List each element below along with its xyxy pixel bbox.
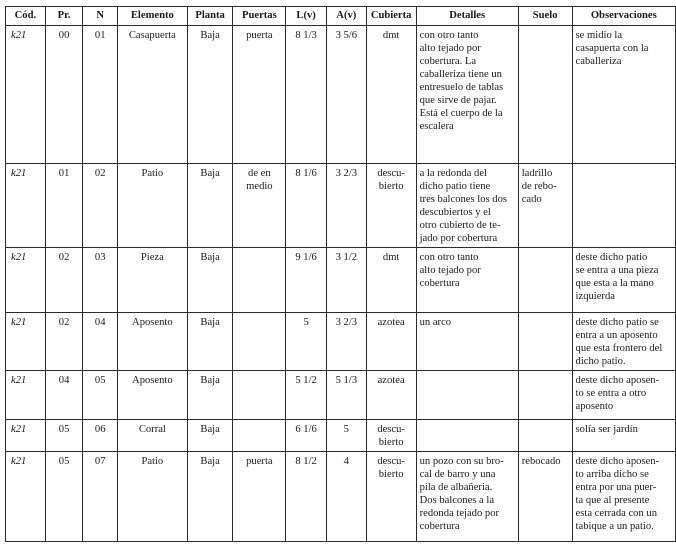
column-header-elemento: Elemento: [118, 7, 188, 26]
cell-elemento: Aposento: [118, 371, 188, 420]
cell-cubierta: descu- bierto: [366, 420, 416, 452]
column-header-detalles: Detalles: [416, 7, 518, 26]
cell-puertas: puerta: [233, 26, 286, 164]
cell-codigo: k21: [6, 248, 46, 313]
cell-numero: 04: [83, 313, 118, 371]
cell-planta: Baja: [187, 371, 233, 420]
column-header-codigo: Cód.: [6, 7, 46, 26]
cell-detalles: a la redonda del dicho patio tiene tres balcones los dos descubiertos y el otro cubierto de te- jado por cobertura: [416, 164, 518, 248]
cell-elemento: Patio: [118, 164, 188, 248]
cell-cubierta: dmt: [366, 26, 416, 164]
cell-planta: Baja: [187, 164, 233, 248]
cell-numero: 01: [83, 26, 118, 164]
cell-detalles: [416, 420, 518, 452]
cell-planta-numero: 00: [45, 26, 83, 164]
cell-planta-numero: 05: [45, 420, 83, 452]
cell-ancho: 3 2/3: [326, 164, 366, 248]
cell-codigo: k21: [6, 371, 46, 420]
column-header-largo: L(v): [286, 7, 327, 26]
cell-ancho: 3 1/2: [326, 248, 366, 313]
table-row: [6, 248, 676, 313]
cell-numero: 03: [83, 248, 118, 313]
cell-elemento: Casapuerta: [118, 26, 188, 164]
cell-puertas: [233, 371, 286, 420]
column-header-planta-numero: Pr.: [45, 7, 83, 26]
cell-suelo: [518, 248, 572, 313]
cell-largo: 8 1/2: [286, 452, 327, 542]
cell-largo: 9 1/6: [286, 248, 327, 313]
cell-largo: 5: [286, 313, 327, 371]
cell-ancho: 4: [326, 452, 366, 542]
cell-planta: Baja: [187, 26, 233, 164]
cell-puertas: [233, 248, 286, 313]
table-row: [6, 371, 676, 420]
cell-suelo: [518, 26, 572, 164]
column-header-cubierta: Cubierta: [366, 7, 416, 26]
cell-numero: 02: [83, 164, 118, 248]
cell-observaciones: [572, 164, 675, 248]
cell-planta-numero: 01: [45, 164, 83, 248]
cell-planta-numero: 04: [45, 371, 83, 420]
cell-elemento: Corral: [118, 420, 188, 452]
cell-observaciones: deste dicho patio se entra a un aposento que esta frontero del dicho patio.: [572, 313, 675, 371]
cell-ancho: 5: [326, 420, 366, 452]
column-header-planta: Planta: [187, 7, 233, 26]
cell-planta-numero: 05: [45, 452, 83, 542]
cell-cubierta: azotea: [366, 371, 416, 420]
cell-planta-numero: 02: [45, 248, 83, 313]
cell-ancho: 3 2/3: [326, 313, 366, 371]
cell-puertas: de en medio: [233, 164, 286, 248]
cell-detalles: un pozo con su bro- cal de barro y una pila de albañeria. Dos balcones a la redonda tejado por cobertura: [416, 452, 518, 542]
cell-planta: Baja: [187, 248, 233, 313]
cell-detalles: con otro tanto alto tejado por cobertura: [416, 248, 518, 313]
cell-puertas: [233, 313, 286, 371]
cell-puertas: puerta: [233, 452, 286, 542]
cell-codigo: k21: [6, 164, 46, 248]
cell-largo: 6 1/6: [286, 420, 327, 452]
cell-planta: Baja: [187, 420, 233, 452]
cell-numero: 07: [83, 452, 118, 542]
cell-largo: 5 1/2: [286, 371, 327, 420]
cell-suelo: [518, 420, 572, 452]
cell-largo: 8 1/6: [286, 164, 327, 248]
cell-elemento: Pieza: [118, 248, 188, 313]
table-row: [6, 420, 676, 452]
cell-puertas: [233, 420, 286, 452]
cell-cubierta: descu- bierto: [366, 164, 416, 248]
cell-numero: 06: [83, 420, 118, 452]
cell-numero: 05: [83, 371, 118, 420]
cell-planta-numero: 02: [45, 313, 83, 371]
cell-detalles: con otro tanto alto tejado por cobertura. La caballeriza tiene un entresuelo de tablas que sirve de pajar. Está el cuerpo de la escalera: [416, 26, 518, 164]
cell-observaciones: deste dicho patio se entra a una pieza que esta a la mano izquierda: [572, 248, 675, 313]
cell-observaciones: deste dicho aposen- to se entra a otro aposento: [572, 371, 675, 420]
cell-suelo: rebocado: [518, 452, 572, 542]
cell-observaciones: solía ser jardín: [572, 420, 675, 452]
cell-observaciones: deste dicho aposen- to arriba dicho se entra por una puer- ta que al presente esta cerrada con un tabique a un patio.: [572, 452, 675, 542]
cell-elemento: Patio: [118, 452, 188, 542]
table-row: [6, 164, 676, 248]
cell-ancho: 5 1/3: [326, 371, 366, 420]
column-header-puertas: Puertas: [233, 7, 286, 26]
header-row: [6, 7, 676, 26]
cell-planta: Baja: [187, 452, 233, 542]
cell-ancho: 3 5/6: [326, 26, 366, 164]
table-row: [6, 452, 676, 542]
cell-observaciones: se midio la casapuerta con la caballeriza: [572, 26, 675, 164]
cell-cubierta: azotea: [366, 313, 416, 371]
cell-detalles: un arco: [416, 313, 518, 371]
table-row: [6, 313, 676, 371]
cell-largo: 8 1/3: [286, 26, 327, 164]
column-header-numero: N: [83, 7, 118, 26]
cell-detalles: [416, 371, 518, 420]
table-row: [6, 26, 676, 164]
cell-suelo: [518, 313, 572, 371]
inventory-table: [5, 6, 676, 542]
cell-elemento: Aposento: [118, 313, 188, 371]
cell-suelo: ladrillo de rebo- cado: [518, 164, 572, 248]
cell-cubierta: dmt: [366, 248, 416, 313]
cell-suelo: [518, 371, 572, 420]
cell-planta: Baja: [187, 313, 233, 371]
column-header-suelo: Suelo: [518, 7, 572, 26]
cell-codigo: k21: [6, 452, 46, 542]
column-header-ancho: A(v): [326, 7, 366, 26]
cell-cubierta: descu- bierto: [366, 452, 416, 542]
cell-codigo: k21: [6, 313, 46, 371]
column-header-observaciones: Observaciones: [572, 7, 675, 26]
document-page: [5, 6, 676, 542]
cell-codigo: k21: [6, 420, 46, 452]
cell-codigo: k21: [6, 26, 46, 164]
table-body: [6, 26, 676, 542]
